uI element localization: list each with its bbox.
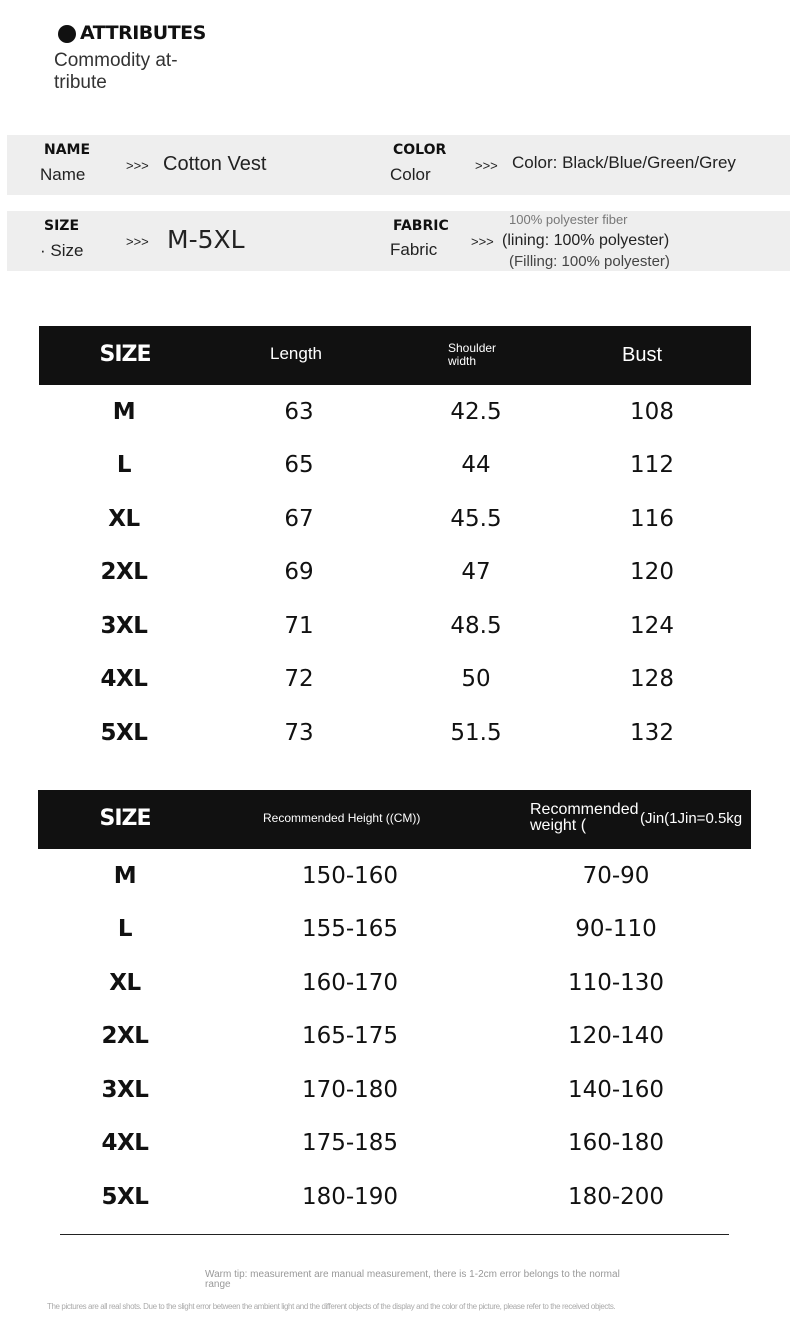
weight-cell: 110-130 [567, 969, 665, 996]
height-cell: 175-185 [301, 1130, 399, 1157]
table-row [38, 1010, 751, 1064]
size-cell: 3XL [101, 1076, 149, 1103]
name-label: NAME [44, 142, 91, 158]
size-table-header-length: Length [270, 344, 322, 363]
fabric-label: FABRIC [393, 218, 449, 234]
size-label: SIZE [44, 218, 80, 234]
recommend-table-header [38, 790, 751, 849]
shoulder-cell: 47 [461, 559, 491, 586]
shoulder-cell: 51.5 [450, 719, 502, 746]
name-arrow: >>> [126, 158, 149, 173]
bust-cell: 116 [630, 505, 674, 532]
length-cell: 72 [284, 666, 314, 693]
weight-cell: 90-110 [575, 916, 657, 943]
table-row [38, 849, 751, 903]
fabric-line-3: (Filling: 100% polyester) [509, 253, 670, 270]
height-cell: 170-180 [301, 1076, 399, 1103]
attribute-row-name-color [7, 135, 790, 195]
shoulder-cell: 48.5 [450, 612, 502, 639]
bust-cell: 124 [630, 612, 674, 639]
name-value: Cotton Vest [163, 153, 267, 175]
size-table-header-shoulder: Shoulder width [448, 341, 497, 368]
bust-cell: 132 [630, 719, 674, 746]
recommend-table-header-weight: Recommended weight ( [530, 801, 639, 834]
table-row [39, 546, 751, 600]
height-cell: 155-165 [301, 916, 399, 943]
size-cell: M [112, 398, 136, 425]
size-value: M-5XL [167, 225, 245, 254]
color-value: Color: Black/Blue/Green/Grey [512, 153, 736, 172]
recommend-table-header-height: Recommended Height ((CM)) [263, 811, 421, 825]
length-cell: 69 [284, 559, 314, 586]
size-table-header-bust: Bust [622, 344, 663, 366]
size-cell: 2XL [101, 1023, 149, 1050]
bust-cell: 128 [630, 666, 674, 693]
length-cell: 67 [284, 505, 314, 532]
photo-disclaimer: The pictures are all real shots. Due to the slight error between the ambient light and the different objects of the display and the color of the picture, please refer to the received objects. [47, 1302, 616, 1311]
length-cell: 73 [284, 719, 314, 746]
shoulder-cell: 45.5 [450, 505, 502, 532]
recommend-table-header-size: SIZE [99, 806, 151, 831]
recommend-table-header-weight-unit: (Jin(1Jin=0.5kg [640, 810, 743, 827]
size-cell: 5XL [101, 1183, 149, 1210]
table-row [39, 599, 751, 653]
length-cell: 65 [284, 452, 314, 479]
fabric-line-2: (lining: 100% polyester) [502, 232, 670, 249]
size-table-header [39, 326, 751, 385]
color-label: COLOR [393, 142, 447, 158]
size-cell: 4XL [101, 1130, 149, 1157]
name-sublabel: Name [40, 165, 86, 184]
size-cell: XL [109, 969, 141, 996]
size-cell: 5XL [100, 719, 148, 746]
size-arrow: >>> [126, 234, 149, 249]
length-cell: 63 [284, 398, 314, 425]
size-cell: XL [108, 505, 140, 532]
weight-cell: 70-90 [582, 862, 650, 889]
size-table [39, 326, 751, 760]
page-title: ATTRIBUTES [80, 22, 206, 44]
table-row [38, 903, 751, 957]
size-cell: L [116, 452, 132, 479]
color-sublabel: Color [390, 165, 431, 184]
table-row [38, 1063, 751, 1117]
measurement-tip: Warm tip: measurement are manual measurement, there is 1-2cm error belongs to the normal range [205, 1269, 620, 1290]
shoulder-cell: 44 [461, 452, 491, 479]
shoulder-cell: 50 [461, 666, 491, 693]
height-cell: 165-175 [301, 1023, 399, 1050]
bullet-dot-icon [58, 25, 76, 43]
attribute-row-size-fabric [7, 211, 790, 271]
size-cell: 3XL [100, 612, 148, 639]
table-row [38, 1117, 751, 1171]
color-arrow: >>> [475, 158, 498, 173]
size-cell: M [113, 862, 137, 889]
size-cell: 4XL [100, 666, 148, 693]
length-cell: 71 [284, 612, 314, 639]
bust-cell: 120 [630, 559, 674, 586]
bust-cell: 112 [630, 452, 674, 479]
table-row [39, 706, 751, 760]
page-subtitle: Commodity at- tribute [54, 50, 178, 93]
shoulder-cell: 42.5 [450, 398, 502, 425]
table-row [38, 956, 751, 1010]
table-row [39, 492, 751, 546]
size-table-header-size: SIZE [99, 342, 151, 367]
weight-cell: 140-160 [567, 1076, 665, 1103]
table-row [39, 653, 751, 707]
size-sublabel: · Size [40, 241, 84, 260]
divider [60, 1234, 729, 1235]
fabric-sublabel: Fabric [390, 240, 438, 259]
height-cell: 150-160 [301, 862, 399, 889]
height-cell: 180-190 [301, 1183, 399, 1210]
size-cell: 2XL [100, 559, 148, 586]
fabric-arrow: >>> [471, 234, 494, 249]
table-row [39, 385, 751, 439]
table-row [38, 1170, 751, 1224]
weight-cell: 160-180 [567, 1130, 665, 1157]
bust-cell: 108 [630, 398, 674, 425]
weight-cell: 180-200 [567, 1183, 665, 1210]
fabric-line-1: 100% polyester fiber [509, 212, 628, 227]
height-cell: 160-170 [301, 969, 399, 996]
size-cell: L [117, 916, 133, 943]
recommend-table [38, 790, 751, 1224]
weight-cell: 120-140 [567, 1023, 665, 1050]
table-row [39, 439, 751, 493]
